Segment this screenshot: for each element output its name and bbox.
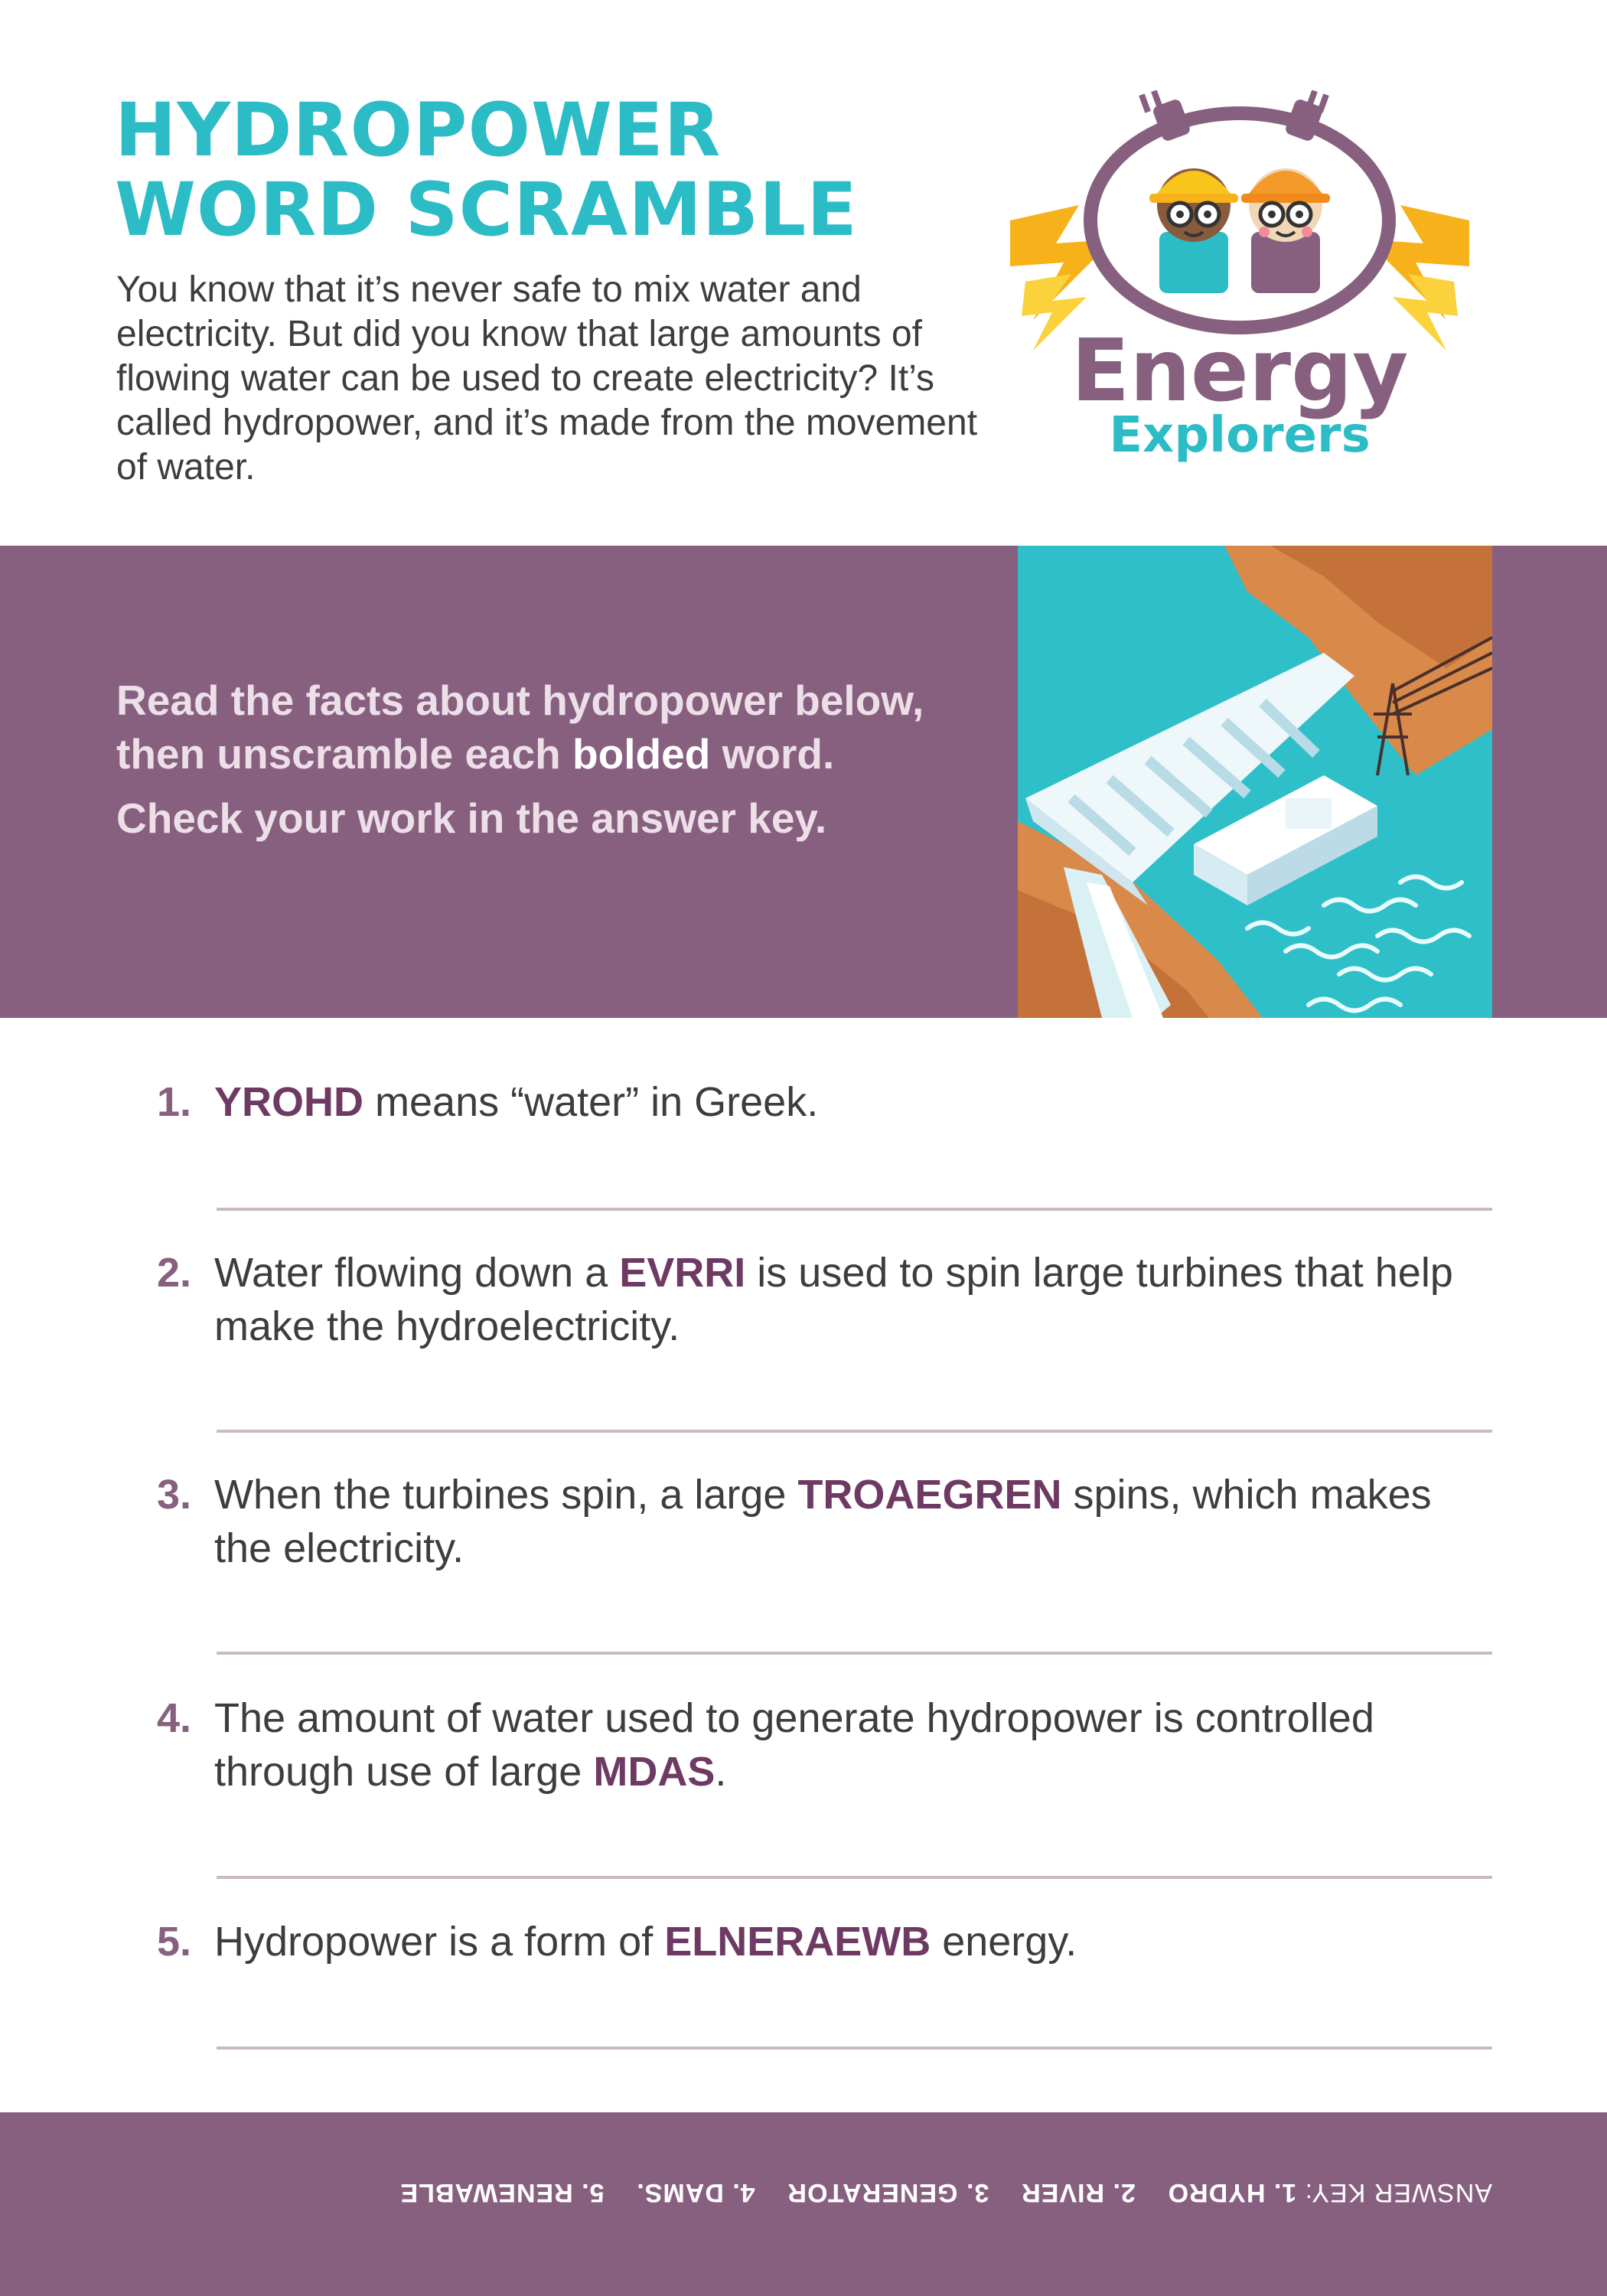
question-text-before: The amount of water used to generate hydropower is controlled through use of large [214,1695,1374,1795]
answer-key-label: ANSWER KEY: [1304,2178,1492,2207]
answer-line-2[interactable] [217,1430,1492,1433]
question-number: 1. [157,1079,192,1125]
instructions-line-2: Check your work in the answer key. [116,794,827,842]
instructions-text-1: Read the facts about hydropower below, then unscramble each [116,677,924,778]
question-text-before: When the turbines spin, a large [214,1472,798,1518]
question-text [214,1915,1496,1968]
instructions-text-2: word. [710,730,835,778]
answer-line-4[interactable] [217,1876,1492,1879]
energy-explorers-logo [980,90,1500,473]
hydropower-dam-illustration [1018,546,1492,1018]
question-text-before: Hydropower is a form of [214,1919,665,1965]
question-number: 5. [157,1919,192,1965]
question-number: 3. [157,1472,192,1518]
scrambled-word: ELNERAEWB [664,1919,931,1965]
question-3 [157,1468,1496,1575]
question-text-after: spins, which makes the electricity. [214,1472,1432,1571]
question-5 [157,1915,1496,1968]
logo-text-explorers: Explorers [1109,407,1371,464]
question-1 [157,1075,1496,1129]
scrambled-word: MDAS [593,1749,715,1795]
scrambled-word: YROHD [214,1079,364,1125]
question-text [214,1246,1496,1353]
question-text-after: energy. [931,1919,1077,1965]
question-number: 2. [157,1250,192,1296]
question-2 [157,1246,1496,1353]
scrambled-word: TROAEGREN [797,1472,1062,1518]
answer-line-3[interactable] [217,1652,1492,1655]
instructions-line-1 [116,673,996,781]
question-text [214,1075,1496,1129]
answer-line-1[interactable] [217,1208,1492,1211]
scrambled-word: EVRRI [619,1250,746,1296]
page-title [115,87,858,253]
answer-5: 5. RENEWABLE [399,2178,605,2207]
answer-key [399,2177,1492,2208]
question-text-after: means “water” in Greek. [363,1079,819,1125]
question-text-before: Water flowing down a [214,1250,620,1296]
logo-text-energy: Energy [1071,321,1409,421]
instructions [116,673,996,845]
title-line-1: HYDROPOWER [115,87,722,173]
question-text-after: is used to spin large turbines that help make the hydroelectricity. [214,1250,1453,1349]
question-4 [157,1691,1496,1799]
question-text [214,1691,1496,1799]
answer-4: 4. DAMS. [636,2178,755,2207]
question-text [214,1468,1496,1575]
answer-3: 3. GENERATOR [787,2178,989,2207]
question-text-after: . [715,1749,727,1795]
intro-paragraph: You know that it’s never safe to mix water and electricity. But did you know that large amounts of flowing water can be used to create electricity? It’s called hydropower, and it’s made from the movement of water. [116,269,978,488]
answer-line-5[interactable] [217,2047,1492,2050]
answer-2: 2. RIVER [1021,2178,1136,2207]
answer-1: 1. HYDRO [1167,2178,1297,2207]
title-line-2: WORD SCRAMBLE [115,167,858,253]
question-number: 4. [157,1695,192,1741]
instructions-bold-word: bolded [572,730,711,778]
